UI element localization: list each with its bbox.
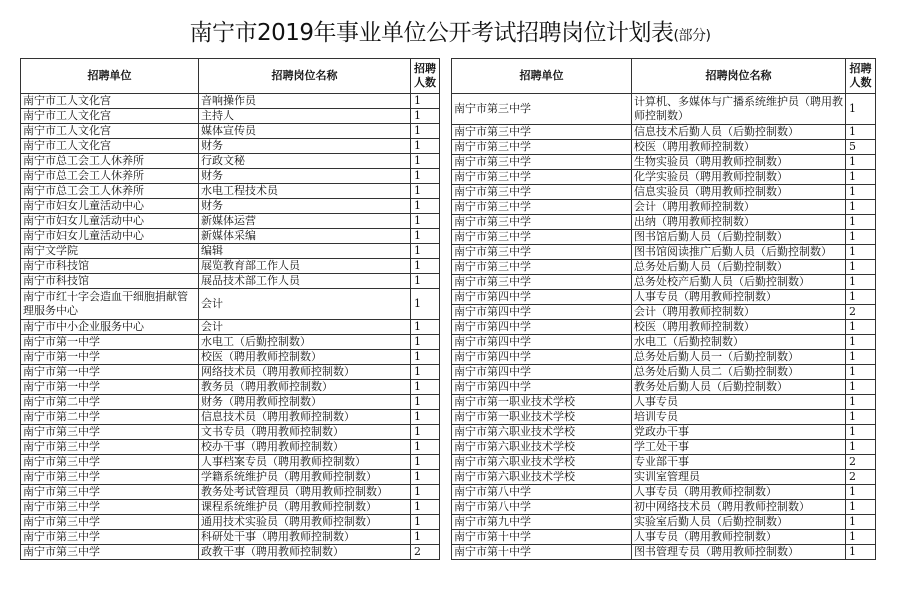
cell-position: 课程系统维护员（聘用教师控制数） — [199, 500, 411, 515]
table-row — [452, 380, 876, 395]
cell-position: 音响操作员 — [199, 94, 411, 109]
cell-unit: 南宁市第三中学 — [452, 200, 632, 215]
cell-count: 1 — [411, 500, 440, 515]
cell-unit: 南宁市第三中学 — [21, 485, 199, 500]
cell-position: 会计 — [199, 289, 411, 320]
cell-unit: 南宁市第三中学 — [452, 275, 632, 290]
table-row — [21, 320, 440, 335]
cell-count: 2 — [846, 305, 876, 320]
cell-unit: 南宁市第一职业技术学校 — [452, 395, 632, 410]
table-row — [21, 395, 440, 410]
cell-unit: 南宁市第二中学 — [21, 410, 199, 425]
cell-unit: 南宁市第二中学 — [21, 395, 199, 410]
cell-unit: 南宁市第四中学 — [452, 305, 632, 320]
cell-unit: 南宁市第三中学 — [21, 530, 199, 545]
cell-count: 1 — [846, 200, 876, 215]
cell-position: 信息技术员（聘用教师控制数） — [199, 410, 411, 425]
table-row — [452, 485, 876, 500]
table-row — [452, 470, 876, 485]
cell-position: 专业部干事 — [632, 455, 846, 470]
cell-unit: 南宁市妇女儿童活动中心 — [21, 229, 199, 244]
cell-count: 1 — [846, 440, 876, 455]
cell-count: 1 — [411, 335, 440, 350]
table-row — [452, 155, 876, 170]
table-row — [21, 124, 440, 139]
header-unit: 招聘单位 — [452, 59, 632, 94]
table-row — [21, 485, 440, 500]
cell-count: 1 — [411, 199, 440, 214]
table-row — [21, 289, 440, 320]
cell-count: 1 — [846, 335, 876, 350]
table-row — [452, 290, 876, 305]
table-row — [452, 515, 876, 530]
cell-unit: 南宁市科技馆 — [21, 259, 199, 274]
cell-count: 1 — [846, 530, 876, 545]
cell-count: 1 — [846, 485, 876, 500]
cell-count: 1 — [411, 380, 440, 395]
cell-position: 行政文秘 — [199, 154, 411, 169]
table-row — [21, 515, 440, 530]
header-count: 招聘人数 — [411, 59, 440, 94]
cell-position: 主持人 — [199, 109, 411, 124]
header-count: 招聘人数 — [846, 59, 876, 94]
cell-count: 1 — [846, 185, 876, 200]
cell-count: 1 — [846, 230, 876, 245]
cell-count: 1 — [846, 500, 876, 515]
cell-count: 1 — [411, 470, 440, 485]
cell-count: 1 — [846, 545, 876, 560]
cell-position: 人事专员（聘用教师控制数） — [632, 485, 846, 500]
table-row — [21, 530, 440, 545]
cell-count: 1 — [846, 125, 876, 140]
table-row — [21, 500, 440, 515]
table-row — [452, 455, 876, 470]
cell-position: 文书专员（聘用教师控制数） — [199, 425, 411, 440]
cell-position: 总务处后勤人员一（后勤控制数） — [632, 350, 846, 365]
table-row — [21, 350, 440, 365]
cell-count: 1 — [846, 515, 876, 530]
table-row — [21, 365, 440, 380]
cell-position: 会计 — [199, 320, 411, 335]
cell-unit: 南宁市总工会工人休养所 — [21, 154, 199, 169]
cell-count: 1 — [846, 350, 876, 365]
cell-count: 1 — [846, 425, 876, 440]
cell-count: 1 — [846, 290, 876, 305]
header-unit: 招聘单位 — [21, 59, 199, 94]
cell-position: 教务员（聘用教师控制数） — [199, 380, 411, 395]
cell-count: 1 — [411, 154, 440, 169]
header-position: 招聘岗位名称 — [632, 59, 846, 94]
cell-count: 1 — [411, 109, 440, 124]
table-row — [21, 380, 440, 395]
cell-count: 1 — [846, 365, 876, 380]
cell-unit: 南宁市第四中学 — [452, 320, 632, 335]
header-position: 招聘岗位名称 — [199, 59, 411, 94]
table-row — [21, 470, 440, 485]
cell-position: 通用技术实验员（聘用教师控制数） — [199, 515, 411, 530]
table-row — [21, 184, 440, 199]
document-title — [0, 14, 900, 47]
cell-position: 实验室后勤人员（后勤控制数） — [632, 515, 846, 530]
cell-position: 图书管理专员（聘用教师控制数） — [632, 545, 846, 560]
cell-count: 1 — [846, 215, 876, 230]
cell-position: 学籍系统维护员（聘用教师控制数） — [199, 470, 411, 485]
cell-position: 校医（聘用教师控制数） — [632, 320, 846, 335]
cell-unit: 南宁市科技馆 — [21, 274, 199, 289]
cell-count: 1 — [846, 170, 876, 185]
table-row — [21, 169, 440, 184]
cell-count: 1 — [411, 289, 440, 320]
cell-unit: 南宁市第八中学 — [452, 500, 632, 515]
table-row — [21, 425, 440, 440]
cell-count: 1 — [411, 244, 440, 259]
cell-unit: 南宁市第三中学 — [452, 260, 632, 275]
table-row — [452, 410, 876, 425]
cell-unit: 南宁市第三中学 — [452, 215, 632, 230]
table-row — [452, 305, 876, 320]
cell-unit: 南宁市第三中学 — [452, 125, 632, 140]
cell-unit: 南宁市第三中学 — [21, 455, 199, 470]
cell-unit: 南宁市第三中学 — [21, 440, 199, 455]
table-row — [452, 320, 876, 335]
cell-unit: 南宁市第十中学 — [452, 530, 632, 545]
cell-position: 党政办干事 — [632, 425, 846, 440]
cell-count: 1 — [411, 440, 440, 455]
cell-count: 1 — [411, 169, 440, 184]
table-row — [452, 500, 876, 515]
table-row — [452, 425, 876, 440]
cell-position: 校医（聘用教师控制数） — [199, 350, 411, 365]
cell-position: 总务处后勤人员二（后勤控制数） — [632, 365, 846, 380]
cell-position: 总务处校产后勤人员（后勤控制数） — [632, 275, 846, 290]
table-row — [21, 214, 440, 229]
table-row — [452, 395, 876, 410]
cell-unit: 南宁市妇女儿童活动中心 — [21, 199, 199, 214]
table-row — [452, 200, 876, 215]
cell-count: 1 — [846, 380, 876, 395]
cell-count: 1 — [411, 425, 440, 440]
cell-unit: 南宁市第一职业技术学校 — [452, 410, 632, 425]
cell-unit: 南宁市工人文化宫 — [21, 109, 199, 124]
table-row — [21, 545, 440, 560]
table-row — [452, 530, 876, 545]
cell-unit: 南宁市第四中学 — [452, 365, 632, 380]
table-row — [21, 244, 440, 259]
table-row — [21, 274, 440, 289]
cell-count: 1 — [411, 184, 440, 199]
cell-count: 1 — [846, 410, 876, 425]
cell-position: 初中网络技术员（聘用教师控制数） — [632, 500, 846, 515]
cell-unit: 南宁市第三中学 — [452, 94, 632, 125]
cell-count: 1 — [846, 395, 876, 410]
cell-unit: 南宁市第六职业技术学校 — [452, 440, 632, 455]
cell-unit: 南宁市总工会工人休养所 — [21, 169, 199, 184]
cell-position: 政教干事（聘用教师控制数） — [199, 545, 411, 560]
table-header-row — [452, 59, 876, 94]
cell-position: 财务 — [199, 199, 411, 214]
cell-count: 1 — [411, 515, 440, 530]
cell-unit: 南宁市第一中学 — [21, 335, 199, 350]
table-row — [452, 125, 876, 140]
cell-unit: 南宁市中小企业服务中心 — [21, 320, 199, 335]
cell-unit: 南宁市第三中学 — [21, 470, 199, 485]
title-suffix: (部分) — [673, 28, 711, 44]
cell-position: 编辑 — [199, 244, 411, 259]
cell-position: 生物实验员（聘用教师控制数） — [632, 155, 846, 170]
cell-unit: 南宁市工人文化宫 — [21, 124, 199, 139]
cell-position: 财务（聘用教师控制数） — [199, 395, 411, 410]
cell-position: 化学实验员（聘用教师控制数） — [632, 170, 846, 185]
cell-unit: 南宁市第九中学 — [452, 515, 632, 530]
cell-unit: 南宁市妇女儿童活动中心 — [21, 214, 199, 229]
cell-position: 科研处干事（聘用教师控制数） — [199, 530, 411, 545]
cell-count: 1 — [411, 395, 440, 410]
cell-unit: 南宁市第四中学 — [452, 335, 632, 350]
cell-count: 1 — [846, 320, 876, 335]
table-row — [452, 350, 876, 365]
cell-unit: 南宁市工人文化宫 — [21, 139, 199, 154]
cell-count: 1 — [411, 229, 440, 244]
cell-position: 计算机、多媒体与广播系统维护员（聘用教师控制数） — [632, 94, 846, 125]
cell-position: 水电工（后勤控制数） — [199, 335, 411, 350]
cell-unit: 南宁市第三中学 — [21, 545, 199, 560]
table-row — [452, 185, 876, 200]
cell-count: 1 — [411, 410, 440, 425]
cell-position: 总务处后勤人员（后勤控制数） — [632, 260, 846, 275]
cell-unit: 南宁市第六职业技术学校 — [452, 455, 632, 470]
table-row — [21, 410, 440, 425]
cell-count: 1 — [846, 155, 876, 170]
cell-unit: 南宁市第四中学 — [452, 380, 632, 395]
table-row — [21, 109, 440, 124]
cell-position: 信息实验员（聘用教师控制数） — [632, 185, 846, 200]
cell-position: 人事档案专员（聘用教师控制数） — [199, 455, 411, 470]
cell-position: 新媒体采编 — [199, 229, 411, 244]
cell-unit: 南宁市第四中学 — [452, 290, 632, 305]
cell-position: 会计（聘用教师控制数） — [632, 200, 846, 215]
table-row — [21, 154, 440, 169]
cell-unit: 南宁市第三中学 — [452, 230, 632, 245]
cell-unit: 南宁市第一中学 — [21, 350, 199, 365]
cell-position: 图书馆阅读推广后勤人员（后勤控制数） — [632, 245, 846, 260]
cell-position: 财务 — [199, 169, 411, 184]
cell-count: 1 — [846, 94, 876, 125]
cell-position: 水电工程技术员 — [199, 184, 411, 199]
cell-count: 1 — [411, 350, 440, 365]
cell-position: 展品技术部工作人员 — [199, 274, 411, 289]
cell-position: 人事专员（聘用教师控制数） — [632, 530, 846, 545]
cell-count: 1 — [411, 485, 440, 500]
cell-position: 培训专员 — [632, 410, 846, 425]
cell-count: 1 — [411, 365, 440, 380]
cell-position: 水电工（后勤控制数） — [632, 335, 846, 350]
cell-position: 人事专员（聘用教师控制数） — [632, 290, 846, 305]
cell-position: 图书馆后勤人员（后勤控制数） — [632, 230, 846, 245]
cell-count: 1 — [411, 530, 440, 545]
table-row — [452, 245, 876, 260]
title-main: 南宁市2019年事业单位公开考试招聘岗位计划表 — [189, 20, 674, 46]
table-row — [452, 230, 876, 245]
cell-unit: 南宁市第十中学 — [452, 545, 632, 560]
table-row — [21, 259, 440, 274]
cell-count: 1 — [411, 94, 440, 109]
cell-position: 信息技术后勤人员（后勤控制数） — [632, 125, 846, 140]
cell-position: 财务 — [199, 139, 411, 154]
cell-count: 1 — [411, 139, 440, 154]
cell-unit: 南宁市第六职业技术学校 — [452, 425, 632, 440]
cell-unit: 南宁市第三中学 — [21, 515, 199, 530]
cell-count: 1 — [411, 259, 440, 274]
cell-unit: 南宁市第一中学 — [21, 380, 199, 395]
table-row — [21, 455, 440, 470]
table-row — [21, 440, 440, 455]
cell-count: 5 — [846, 140, 876, 155]
cell-unit: 南宁市第一中学 — [21, 365, 199, 380]
table-row — [452, 94, 876, 125]
cell-unit: 南宁市总工会工人休养所 — [21, 184, 199, 199]
cell-count: 1 — [411, 455, 440, 470]
cell-count: 2 — [411, 545, 440, 560]
cell-position: 学工处干事 — [632, 440, 846, 455]
cell-count: 1 — [411, 124, 440, 139]
cell-count: 1 — [846, 260, 876, 275]
table-row — [452, 215, 876, 230]
cell-unit: 南宁市第六职业技术学校 — [452, 470, 632, 485]
cell-count: 1 — [411, 320, 440, 335]
cell-position: 实训室管理员 — [632, 470, 846, 485]
cell-unit: 南宁市第三中学 — [21, 500, 199, 515]
cell-unit: 南宁市第三中学 — [452, 170, 632, 185]
cell-position: 教务处后勤人员（后勤控制数） — [632, 380, 846, 395]
cell-position: 展览教育部工作人员 — [199, 259, 411, 274]
left-table-body — [21, 94, 440, 560]
cell-position: 网络技术员（聘用教师控制数） — [199, 365, 411, 380]
cell-count: 1 — [411, 214, 440, 229]
table-row — [452, 365, 876, 380]
cell-position: 校办干事（聘用教师控制数） — [199, 440, 411, 455]
table-row — [452, 140, 876, 155]
table-row — [452, 545, 876, 560]
cell-unit: 南宁文学院 — [21, 244, 199, 259]
cell-unit: 南宁市第三中学 — [452, 185, 632, 200]
table-row — [452, 260, 876, 275]
cell-count: 1 — [846, 245, 876, 260]
cell-unit: 南宁市第三中学 — [452, 245, 632, 260]
cell-count: 2 — [846, 455, 876, 470]
cell-count: 1 — [846, 275, 876, 290]
table-row — [452, 335, 876, 350]
cell-position: 会计（聘用教师控制数） — [632, 305, 846, 320]
cell-position: 人事专员 — [632, 395, 846, 410]
cell-position: 媒体宣传员 — [199, 124, 411, 139]
cell-unit: 南宁市第三中学 — [21, 425, 199, 440]
table-row — [21, 94, 440, 109]
cell-position: 教务处考试管理员（聘用教师控制数） — [199, 485, 411, 500]
table-row — [21, 139, 440, 154]
table-header-row — [21, 59, 440, 94]
cell-unit: 南宁市第三中学 — [452, 140, 632, 155]
cell-count: 2 — [846, 470, 876, 485]
cell-unit: 南宁市第三中学 — [452, 155, 632, 170]
table-row — [21, 229, 440, 244]
cell-position: 校医（聘用教师控制数） — [632, 140, 846, 155]
table-row — [452, 170, 876, 185]
cell-unit: 南宁市第四中学 — [452, 350, 632, 365]
right-table-body — [452, 94, 876, 560]
cell-count: 1 — [411, 274, 440, 289]
cell-unit: 南宁市第八中学 — [452, 485, 632, 500]
table-row — [452, 440, 876, 455]
cell-position: 新媒体运营 — [199, 214, 411, 229]
cell-unit: 南宁市工人文化宫 — [21, 94, 199, 109]
table-row — [452, 275, 876, 290]
right-recruitment-table — [451, 58, 876, 560]
left-recruitment-table — [20, 58, 440, 560]
table-row — [21, 335, 440, 350]
cell-position: 出纳（聘用教师控制数） — [632, 215, 846, 230]
table-row — [21, 199, 440, 214]
cell-unit: 南宁市红十字会造血干细胞捐献管理服务中心 — [21, 289, 199, 320]
